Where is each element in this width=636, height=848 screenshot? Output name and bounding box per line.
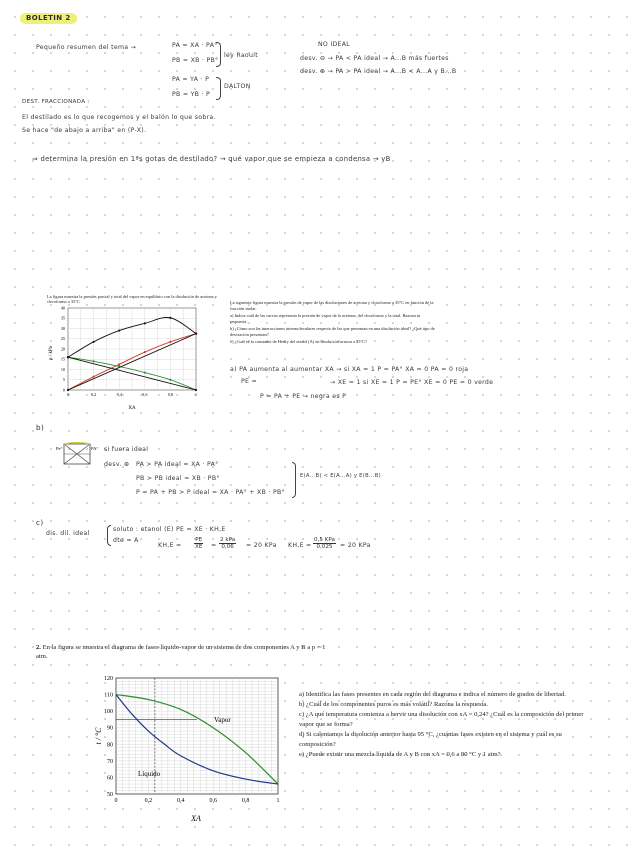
ex2-question-e: e) ¿Puede existir una mezcla líquida de A y B con xA = 0,6 a 80 °C y 1 atm? xyxy=(299,751,501,758)
y-tick-label: 40 xyxy=(60,305,65,311)
y-tick-label: 120 xyxy=(104,676,113,682)
destilacion-heading: DEST. FRACCIONADA : xyxy=(22,99,90,105)
answer-a-line2: → XE = 1 si XE = 1 P = PE° XE = 0 PE = 0 verde xyxy=(330,379,494,386)
data-point xyxy=(169,317,171,319)
y-tick-label: 25 xyxy=(60,336,65,342)
x-tick-label: 1 xyxy=(276,798,280,804)
ex2-question-c: c) ¿A qué temperatura comienza a hervir una disolución con xA = 0,24? ¿Cuál es la composición del primer vapor que se forma? xyxy=(299,711,584,728)
y-tick-label: 70 xyxy=(107,758,113,765)
y-tick-label: 35 xyxy=(60,315,65,321)
x-tick-label: 0,6 xyxy=(209,798,217,804)
x-tick-label: 0,2 xyxy=(144,798,153,804)
destilacion-line2: Se hace "de abajo a arriba" en (P-X). xyxy=(22,127,147,134)
phase-label-liquido: Líquido xyxy=(138,770,161,778)
answer-a-line1: a) PA aumenta al aumentar XA → si XA = 1 P = PA° XA = 0 PA = 0 roja xyxy=(230,366,469,373)
x-tick-label: 1 xyxy=(194,392,198,398)
phase-diagram-ylabel: t / °C xyxy=(94,727,103,745)
y-tick-label: 80 xyxy=(107,742,113,749)
sketch-label-pe: Pe° xyxy=(56,446,63,451)
y-tick-label: 100 xyxy=(104,709,113,716)
phase-diagram-xlabel: XA xyxy=(191,814,201,823)
dalton-label: DALTON xyxy=(224,83,251,90)
answer-c-soluto: soluto : etanol (E) PE = XE · KH,E xyxy=(113,526,226,533)
data-point xyxy=(195,333,197,335)
answer-b-bracket xyxy=(292,462,296,498)
ex2-heading xyxy=(36,643,326,661)
kh-frac-1 xyxy=(194,537,203,550)
desv-pos: desv. ⊕ → PA > PA ideal → A...B < A...A y B...B xyxy=(300,68,457,75)
ex2-question-b: b) ¿Cuál de los componentes puros es más volátil? Razona la respuesta. xyxy=(299,701,488,708)
x-tick-label: 0,4 xyxy=(116,392,122,398)
y-tick-label: 30 xyxy=(60,325,65,331)
answer-b-si-ideal: si fuera ideal xyxy=(104,446,149,453)
y-tick-label: 50 xyxy=(107,792,113,798)
ex2-question-a: a) Identifica las fases presentes en cada región del diagrama e indica el número de grados de libertad. xyxy=(299,691,566,698)
destilacion-question: ⇒ determina la presión en 1ªs gotas de destilado? → qué vapor que se empieza a condensa → yB xyxy=(32,155,391,163)
x-tick-label: 0 xyxy=(114,798,118,804)
dalton-bracket xyxy=(216,77,221,100)
y-tick-label: 5 xyxy=(62,377,65,383)
data-point xyxy=(169,379,171,381)
ex2-heading-num: 2. xyxy=(36,644,41,651)
y-tick-label: 110 xyxy=(104,692,113,699)
answer-b-eq1: PA > PA ideal = XA · PA° xyxy=(136,461,219,468)
answer-b-label: b) xyxy=(36,423,45,432)
dalton-eq-a: PA = YA · P xyxy=(172,76,210,83)
data-point xyxy=(144,371,146,373)
data-point xyxy=(144,322,146,324)
kh-lhs-1: KH,E = xyxy=(158,542,182,549)
ex1-question-a: a) Indica cuál de las curvas representa la presión de vapor de la acetona, del cloroformo y la total. Razona tu respuesta. xyxy=(230,313,421,324)
y-tick-label: 90 xyxy=(107,725,113,732)
data-point xyxy=(93,341,95,343)
kh-frac-2-den: 0,06 xyxy=(221,544,234,550)
kh-result-1: = 20 KPa xyxy=(246,542,277,549)
phase-label-vapor: Vapor xyxy=(214,716,231,724)
kh-frac-3-num: 0,5 KPa xyxy=(314,537,335,543)
answer-c-intro: dis. dil. ideal xyxy=(46,530,90,537)
answer-c-brace xyxy=(107,525,111,546)
data-point xyxy=(93,360,95,362)
data-point xyxy=(118,329,120,331)
page-title: BOLETIN 2 xyxy=(26,14,71,22)
answer-a-pe-label: PE = xyxy=(241,378,257,385)
kh-lhs-2: KH,E = xyxy=(288,542,312,549)
ex1-chart-caption: La figura muestra la presión parcial y total del vapor en equilibrio con la disolución de acetona y cloroformo a 35°C xyxy=(47,294,217,305)
x-tick-label: 0,2 xyxy=(90,392,97,398)
answer-b-desv: desv. ⊕ xyxy=(104,461,130,468)
y-tick-label: 0 xyxy=(62,387,65,393)
answer-a-line3: P = PA + PE → negra es P xyxy=(260,393,347,400)
kh-result-2: = 20 KPa xyxy=(340,542,371,549)
raoult-bracket xyxy=(216,42,221,67)
kh-frac-3 xyxy=(313,537,336,550)
y-tick-label: 20 xyxy=(60,346,65,352)
dalton-eq-b: PB = YB · P xyxy=(172,91,211,98)
kh-frac-1-num: PE xyxy=(195,537,203,543)
ex1-statement: La siguiente figura muestra la presión de vapor de las disoluciones de acetona y cloroformo a 35°C en función de la fracción molar. xyxy=(230,300,434,311)
y-tick-label: 60 xyxy=(107,775,113,782)
data-point xyxy=(195,389,197,391)
kh-frac-1-den: XE xyxy=(195,544,203,550)
x-tick-label: 0,4 xyxy=(177,798,185,804)
data-point xyxy=(144,351,146,353)
raoult-eq-a: PA = XA · PA° xyxy=(172,42,218,49)
ex1-question-c: c) ¿Cuál es la constante de Henry del etanol (A) en disolución acuosa a 25°C? xyxy=(230,339,368,344)
sketch-label-pa: PA° xyxy=(91,446,99,451)
data-point xyxy=(93,376,95,378)
x-tick-label: 0,6 xyxy=(142,392,148,398)
answer-b-eq2: PB > PB ideal = XB · PB° xyxy=(136,475,220,482)
raoult-label: ley Raoult xyxy=(224,52,258,59)
ex2-question-d: d) Si calentamos la disolución anterior hasta 95 °C, ¿cuántas fases existen en el sistema y cuál es su composición? xyxy=(299,731,562,748)
ex1-question-b: b) ¿Cómo son las interacciones intermoleculares respecto de las que presentan en una disolución ideal? ¿Qué tipo de desviación presentan? xyxy=(230,326,435,337)
data-point xyxy=(67,356,69,358)
phase-diagram xyxy=(92,670,292,828)
y-tick-label: 10 xyxy=(60,366,65,372)
answer-c-label: c) xyxy=(36,518,44,527)
answer-b-sketch xyxy=(56,441,102,467)
ex2-heading-text: En la figura se muestra el diagrama de fases líquido-vapor de un sistema de dos componentes A y B a p = 1 atm. xyxy=(36,644,326,660)
kh-frac-2-num: 2 kPa xyxy=(220,537,236,543)
raoult-eq-b: PB = XB · PB° xyxy=(172,57,219,64)
answer-b-eq3: P = PA + PB > P ideal = XA · PA° + XB · PB° xyxy=(136,489,285,496)
destilacion-line1: El destilado es lo que recogemos y el balón lo que sobra. xyxy=(22,114,216,121)
pressure-chart-xlabel: XA xyxy=(128,406,136,411)
x-tick-label: 0,8 xyxy=(167,392,174,398)
data-point xyxy=(118,363,120,365)
x-tick-label: 0,8 xyxy=(241,798,250,804)
nonideal-title: NO IDEAL xyxy=(318,41,351,48)
pressure-chart xyxy=(46,305,204,413)
data-point xyxy=(169,341,171,343)
summary-intro: Pequeño resumen del tema → xyxy=(36,44,137,51)
x-tick-label: 0 xyxy=(66,392,70,398)
kh-frac-2 xyxy=(219,537,236,550)
kh-frac-3-den: 0,025 xyxy=(316,544,333,550)
desv-neg: desv. ⊖ → PA < PA ideal → A...B más fuertes xyxy=(300,55,449,62)
data-point xyxy=(67,389,69,391)
pressure-chart-ylabel: p / kPa xyxy=(49,346,54,360)
answer-c-dte: dte = A xyxy=(113,537,139,544)
answer-b-conclusion: E(A...B) < E(A...A) y E(B...B) xyxy=(300,473,381,479)
y-tick-label: 15 xyxy=(60,356,65,362)
